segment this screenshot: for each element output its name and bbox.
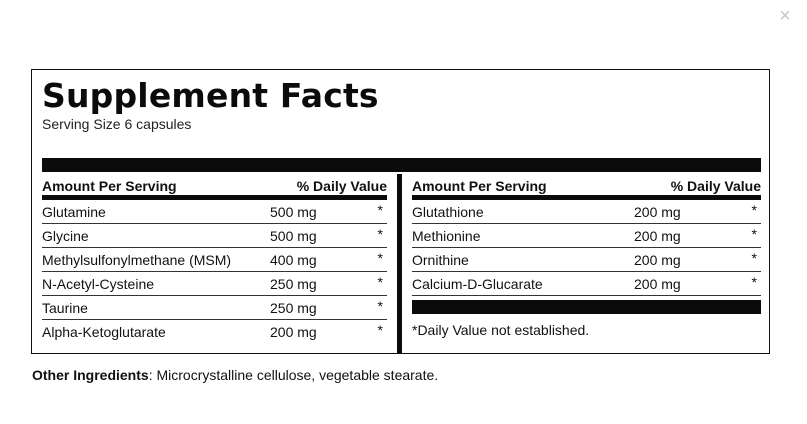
ingredient-name: Glutamine xyxy=(42,204,106,220)
ingredient-amount: 200 mg xyxy=(270,324,317,340)
top-divider-bar xyxy=(42,158,761,172)
ingredient-name: N-Acetyl-Cysteine xyxy=(42,276,155,292)
column-divider xyxy=(397,174,402,353)
ingredient-amount: 400 mg xyxy=(270,252,317,268)
ingredient-name: Glycine xyxy=(42,228,89,244)
ingredient-name: Methionine xyxy=(412,228,481,244)
table-row xyxy=(42,272,387,296)
ingredient-amount: 200 mg xyxy=(634,252,681,268)
table-row xyxy=(42,200,387,224)
daily-value-mark: * xyxy=(751,250,757,266)
ingredient-amount: 500 mg xyxy=(270,228,317,244)
daily-value-mark: * xyxy=(377,298,383,314)
right-column-header xyxy=(412,174,761,200)
amount-per-serving-header: Amount Per Serving xyxy=(412,178,547,194)
ingredient-name: Glutathione xyxy=(412,204,484,220)
daily-value-footnote: *Daily Value not established. xyxy=(412,322,590,338)
table-row xyxy=(42,224,387,248)
daily-value-mark: * xyxy=(377,274,383,290)
serving-size: Serving Size 6 capsules xyxy=(42,116,192,132)
daily-value-mark: * xyxy=(751,202,757,218)
ingredient-amount: 250 mg xyxy=(270,276,317,292)
other-ingredients-label: Other Ingredients xyxy=(32,367,149,383)
table-row xyxy=(42,320,387,344)
other-ingredients xyxy=(32,367,438,383)
table-row xyxy=(412,272,761,296)
table-row xyxy=(412,200,761,224)
ingredient-name: Ornithine xyxy=(412,252,469,268)
left-column-header xyxy=(42,174,387,200)
panel-title: Supplement Facts xyxy=(42,76,379,115)
close-icon[interactable]: × xyxy=(779,5,791,27)
daily-value-mark: * xyxy=(751,226,757,242)
ingredient-name: Calcium-D-Glucarate xyxy=(412,276,543,292)
ingredient-name: Taurine xyxy=(42,300,88,316)
supplement-facts-panel xyxy=(31,69,770,354)
right-column xyxy=(412,174,761,338)
amount-per-serving-header: Amount Per Serving xyxy=(42,178,177,194)
other-ingredients-text: : Microcrystalline cellulose, vegetable stearate. xyxy=(148,367,439,383)
daily-value-mark: * xyxy=(377,226,383,242)
daily-value-header: % Daily Value xyxy=(296,178,387,194)
left-rows xyxy=(42,200,387,344)
footnote-divider-bar xyxy=(412,300,761,314)
ingredient-amount: 500 mg xyxy=(270,204,317,220)
table-row xyxy=(42,248,387,272)
ingredient-amount: 250 mg xyxy=(270,300,317,316)
daily-value-header: % Daily Value xyxy=(670,178,761,194)
daily-value-mark: * xyxy=(751,274,757,290)
left-column xyxy=(42,174,387,344)
ingredient-name: Methylsulfonylmethane (MSM) xyxy=(42,252,232,268)
daily-value-mark: * xyxy=(377,322,383,338)
ingredient-name: Alpha-Ketoglutarate xyxy=(42,324,166,340)
table-row xyxy=(412,224,761,248)
ingredient-amount: 200 mg xyxy=(634,228,681,244)
right-rows xyxy=(412,200,761,296)
daily-value-mark: * xyxy=(377,202,383,218)
table-row xyxy=(42,296,387,320)
daily-value-mark: * xyxy=(377,250,383,266)
ingredient-amount: 200 mg xyxy=(634,204,681,220)
table-row xyxy=(412,248,761,272)
ingredient-amount: 200 mg xyxy=(634,276,681,292)
